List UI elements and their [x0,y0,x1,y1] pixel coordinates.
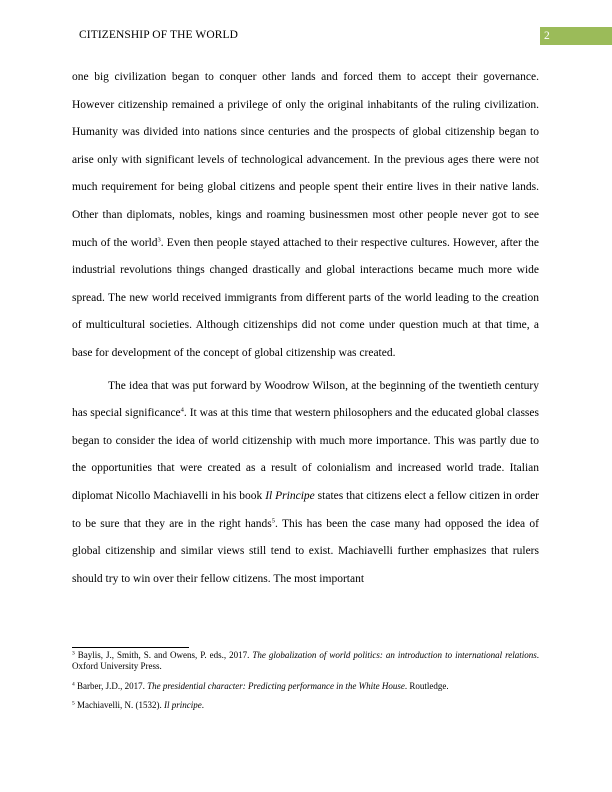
footnote [72,650,539,672]
footnote-publisher: . Routledge. [404,680,449,691]
page-number-badge: 2 [540,27,612,45]
footnote-title: Il principe [163,700,202,710]
footnote [72,700,539,711]
paragraph [72,64,539,368]
book-title: Il Principe [265,489,315,502]
paragraph [72,373,539,594]
footnote-title: The globalization of world politics: an introduction to international relations [252,650,537,660]
body-text [72,64,539,593]
footnote-publisher: . Oxford University Press. [72,650,539,671]
footnotes [72,650,539,720]
footnote-reference[interactable]: 3 [157,236,161,244]
text-span: The idea that was put forward by Woodrow Wilson, at the beginning of the twentieth century has special significance [72,379,539,420]
footnote-number: 5 [72,700,75,707]
footnote-publisher: . [201,700,204,710]
footnote-title: The presidential character: Predicting performance in the White House [147,680,405,691]
footnote-authors: Baylis, J., Smith, S. and Owens, P. eds., 2017. [74,650,253,660]
footnote [72,681,539,692]
text-span: . It was at this time that western philosophers and the educated global classes began to consider the idea of world citizenship with much more importance. This was partly due to the opportunities that were created as a result of colonialism and increased world trade. Italian diplomat Nicollo Machiavelli in his book [72,407,539,502]
footnote-separator [72,647,189,648]
text-span: states that citizens elect a fellow citizen in order to be sure that they are in the right hands [72,489,539,530]
footnote-authors: Machiavelli, N. (1532). [74,700,164,710]
running-header-title: CITIZENSHIP OF THE WORLD [79,29,239,41]
footnote-reference[interactable]: 5 [271,517,276,524]
footnote-reference[interactable]: 4 [180,406,184,414]
text-span: . This has been the case many had opposed the idea of global citizenship and similar views still tend to exist. Machiavelli further emphasizes that rulers should try to win over their fellow citizens. The most important [72,517,539,585]
footnote-number: 3 [72,650,75,657]
footnote-authors: Barber, J.D., 2017. [74,680,148,691]
text-span: . Even then people stayed attached to their respective cultures. However, after the industrial revolutions things changed drastically and global interactions became much more wide spread. The new world received immigrants from different parts of the world leading to the creation of multicultural societies. Although citizenships did not come under question much at that time, a base for development of the concept of global citizenship was created. [72,236,539,359]
text-span: one big civilization began to conquer other lands and forced them to accept their governance. However citizenship remained a privilege of only the original inhabitants of the ruling civilization. Humanity was divided into nations since centuries and the prospects of global citizenship began to arise only with significant levels of technological advancement. In the previous ages there were not much requirement for being global citizens and people spent their entire lives in their native lands. Other than diplomats, nobles, kings and roaming businessmen most other people never got to see much of the world [72,71,539,249]
footnote-number: 4 [72,681,75,687]
